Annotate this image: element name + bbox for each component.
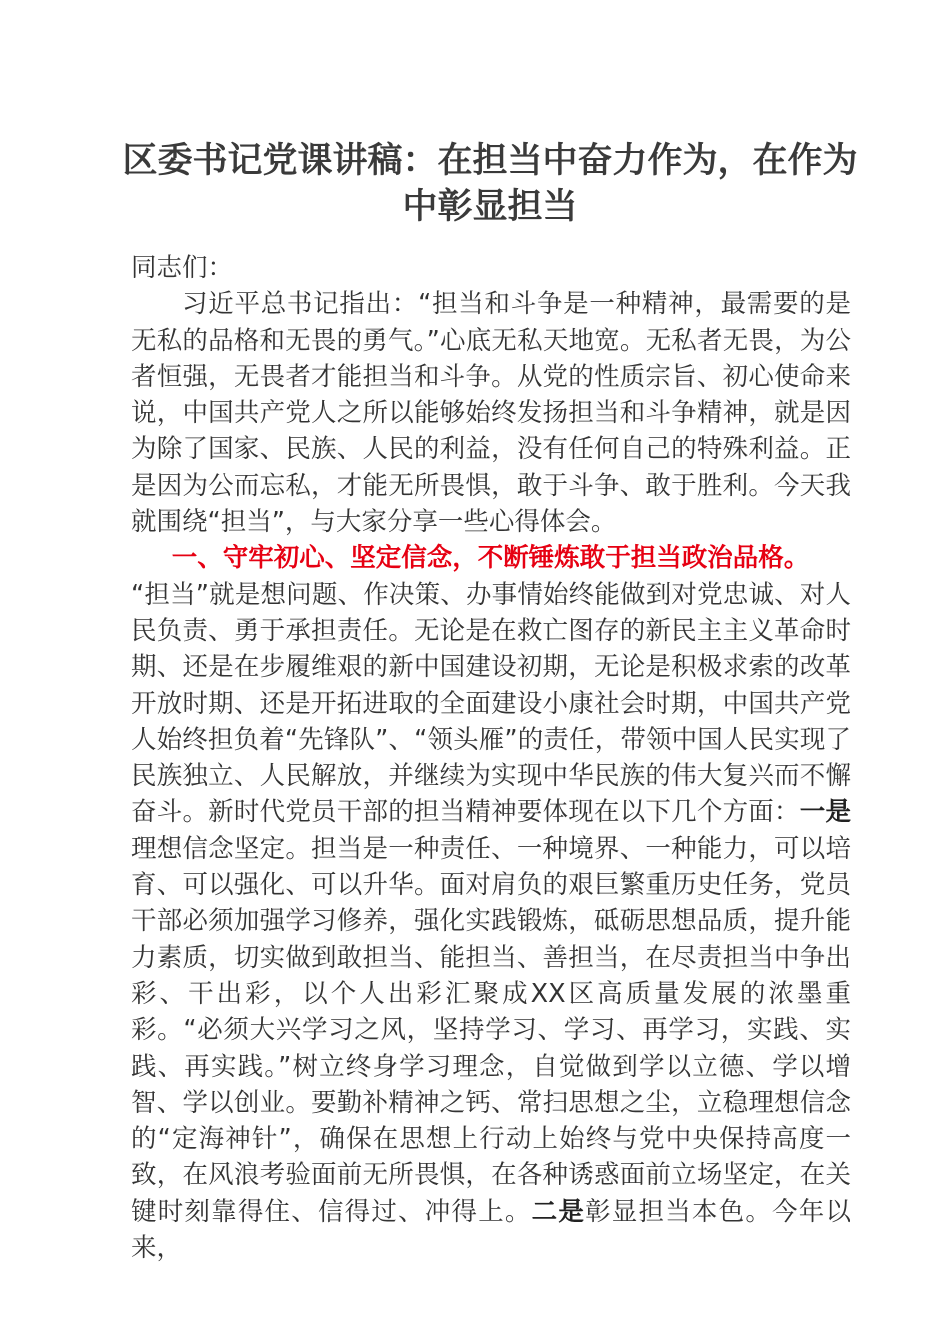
- intro-paragraph: 习近平总书记指出：“担当和斗争是一种精神，最需要的是无私的品格和无畏的勇气。”心底无私天地宽。无私者无畏，为公者恒强，无畏者才能担当和斗争。从党的性质宗旨、初心使命来说，中国共产党人之所以能够始终发扬担当和斗争精神，就是因为除了国家、民族、人民的利益，没有任何自己的特殊利益。正是因为公而忘私，才能无所畏惧，敢于斗争、敢于胜利。今天我就围绕“担当”，与大家分享一些心得体会。: [131, 289, 851, 538]
- section-heading: 一、守牢初心、坚定信念，不断锤炼敢于担当政治品格。: [171, 543, 810, 574]
- section-paragraph: [131, 577, 851, 1267]
- point-label: 二是: [531, 1196, 586, 1227]
- document-body: [131, 250, 851, 1266]
- greeting: 同志们：: [131, 253, 234, 283]
- document-title: 区委书记党课讲稿：在担当中奋力作为，在作为中彰显担当: [122, 141, 858, 227]
- point-text: 理想信念坚定。担当是一种责任、一种境界、一种能力，可以培育、可以强化、可以升华。面对肩负的艰巨繁重历史任务，党员干部必须加强学习修养，强化实践锻炼，砥砺思想品质，提升能力素质，切实做到敢担当、能担当、善担当，在尽责担当中争出彩、干出彩，以个人出彩汇聚成XX区高质量发展的浓墨重彩。“必须大兴学习之风，坚持学习、学习、再学习，实践、实践、再实践。”树立终身学习理念，自觉做到学以立德、学以增智、学以创业。要勤补精神之钙、常扫思想之尘，立稳理想信念的“定海神针”，确保在思想上行动上始终与党中央保持高度一致，在风浪考验面前无所畏惧，在各种诱惑面前立场坚定，在关键时刻靠得住、信得过、冲得上。: [131, 833, 851, 1227]
- point-text: 彰显担当本色。今年以来，: [131, 1196, 851, 1264]
- point-label: 一是: [799, 797, 851, 828]
- section-text: “担当”就是想问题、作决策、办事情始终能做到对党忠诚、对人民负责、勇于承担责任。无论是在救亡图存的新民主主义革命时期、还是在步履维艰的新中国建设初期，无论是积极求索的改革开放时期、还是开拓进取的全面建设小康社会时期，中国共产党人始终担负着“先锋队”、“领头雁”的责任，带领中国人民实现了民族独立、人民解放，并继续为实现中华民族的伟大复兴而不懈奋斗。新时代党员干部的担当精神要体现在以下几个方面：: [131, 579, 851, 828]
